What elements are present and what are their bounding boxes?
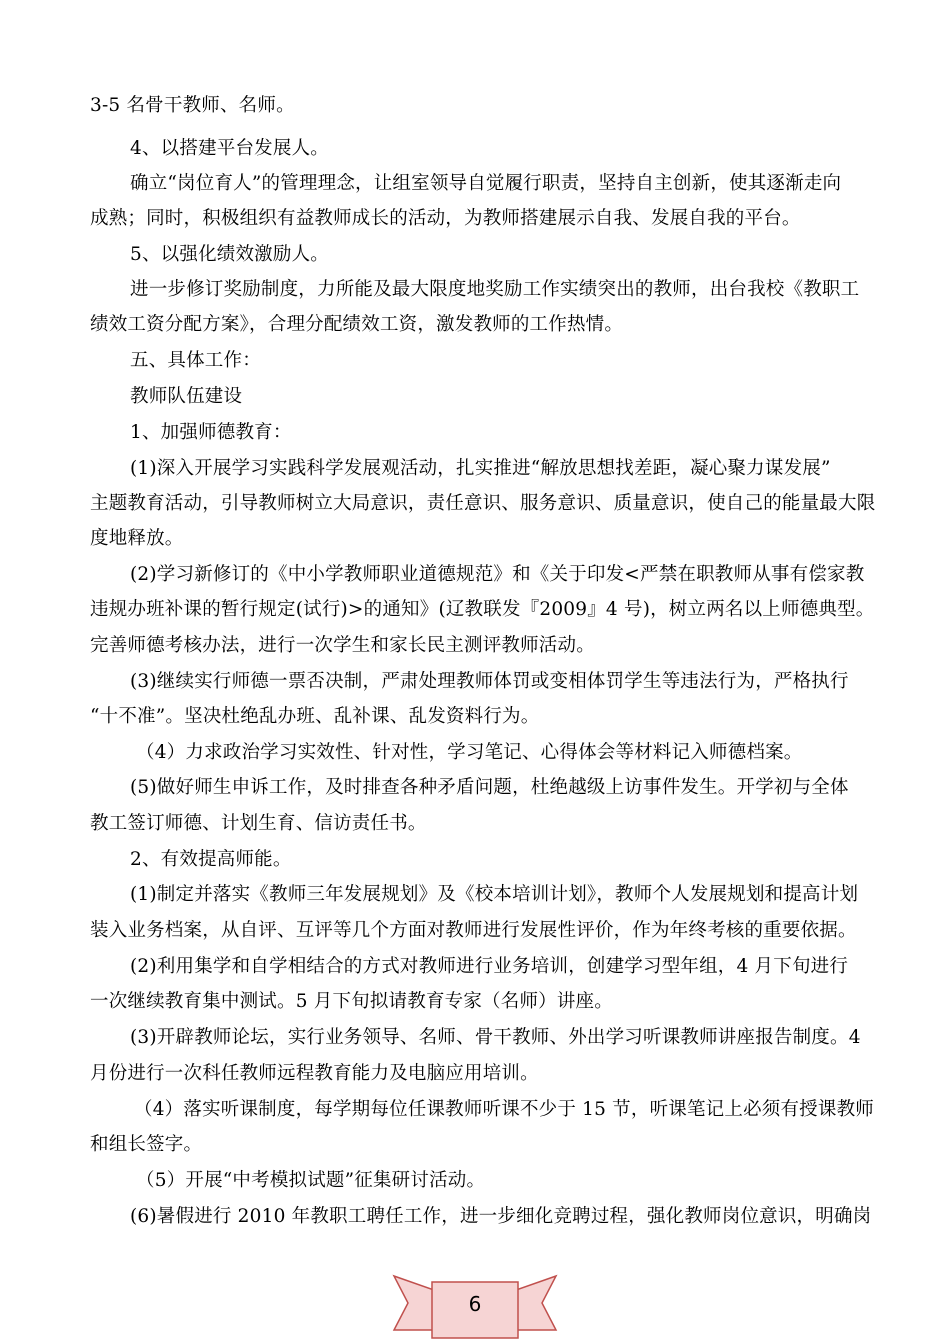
text-line: (3)继续实行师德一票否决制，严肃处理教师体罚或变相体罚学生等违法行为，严格执行 (130, 671, 849, 692)
text-line: 5、以强化绩效激励人。 (130, 244, 329, 265)
text-line: （5）开展“中考模拟试题”征集研讨活动。 (136, 1170, 486, 1191)
text-line: 成熟；同时，积极组织有益教师成长的活动，为教师搭建展示自我、发展自我的平台。 (90, 208, 801, 229)
text-line: 3-5 名骨干教师、名师。 (90, 95, 295, 116)
text-line: 完善师德考核办法，进行一次学生和家长民主测评教师活动。 (90, 635, 595, 656)
text-line: (6)暑假进行 2010 年教职工聘任工作，进一步细化竞聘过程，强化教师岗位意识，明确岗 (130, 1206, 872, 1227)
text-line: (2)利用集学和自学相结合的方式对教师进行业务培训，创建学习型年组，4 月下旬进行 (130, 956, 849, 977)
text-line: (5)做好师生申诉工作，及时排查各种矛盾问题，杜绝越级上访事件发生。开学初与全体 (130, 777, 849, 798)
text-line: 和组长签字。 (90, 1134, 203, 1155)
text-line: （4）力求政治学习实效性、针对性，学习笔记、心得体会等材料记入师德档案。 (136, 742, 803, 763)
text-line: 主题教育活动，引导教师树立大局意识，责任意识、服务意识、质量意识，使自己的能量最大限 (90, 493, 876, 514)
text-line: (1)深入开展学习实践科学发展观活动，扎实推进“解放思想找差距，凝心聚力谋发展” (130, 458, 831, 479)
text-line: （4）落实听课制度，每学期每位任课教师听课不少于 15 节，听课笔记上必须有授课教师 (134, 1099, 874, 1120)
text-line: 装入业务档案，从自评、互评等几个方面对教师进行发展性评价，作为年终考核的重要依据。 (90, 920, 857, 941)
text-line: 违规办班补课的暂行规定(试行)>的通知》(辽教联发『2009』4 号)，树立两名以上师德典型。 (90, 599, 875, 620)
text-line: 教工签订师德、计划生育、信访责任书。 (90, 813, 427, 834)
text-line: 五、具体工作： (130, 350, 261, 371)
text-line: 2、有效提高师能。 (130, 849, 292, 870)
text-line: (1)制定并落实《教师三年发展规划》及《校本培训计划》，教师个人发展规划和提高计划 (130, 884, 859, 905)
text-line: (2)学习新修订的《中小学教师职业道德规范》和《关于印发<严禁在职教师从事有偿家教 (130, 564, 865, 585)
text-line: 教师队伍建设 (130, 386, 243, 407)
page-number: 6 (468, 1292, 482, 1316)
page-footer-ribbon (392, 1272, 558, 1340)
text-line: 绩效工资分配方案》，合理分配绩效工资，激发教师的工作热情。 (90, 314, 624, 335)
text-line: 一次继续教育集中测试。5 月下旬拟请教育专家（名师）讲座。 (90, 991, 613, 1012)
text-line: 进一步修订奖励制度，力所能及最大限度地奖励工作实绩突出的教师，出台我校《教职工 (130, 279, 860, 300)
text-line: (3)开辟教师论坛，实行业务领导、名师、骨干教师、外出学习听课教师讲座报告制度。4 (130, 1027, 861, 1048)
text-line: 确立“岗位育人”的管理理念，让组室领导自觉履行职责，坚持自主创新，使其逐渐走向 (130, 173, 842, 194)
text-line: 1、加强师德教育： (130, 422, 292, 443)
text-line: 月份进行一次科任教师远程教育能力及电脑应用培训。 (90, 1063, 539, 1084)
text-line: 度地释放。 (90, 528, 184, 549)
text-line: “十不准”。坚决杜绝乱办班、乱补课、乱发资料行为。 (90, 706, 540, 727)
text-line: 4、以搭建平台发展人。 (130, 138, 329, 159)
